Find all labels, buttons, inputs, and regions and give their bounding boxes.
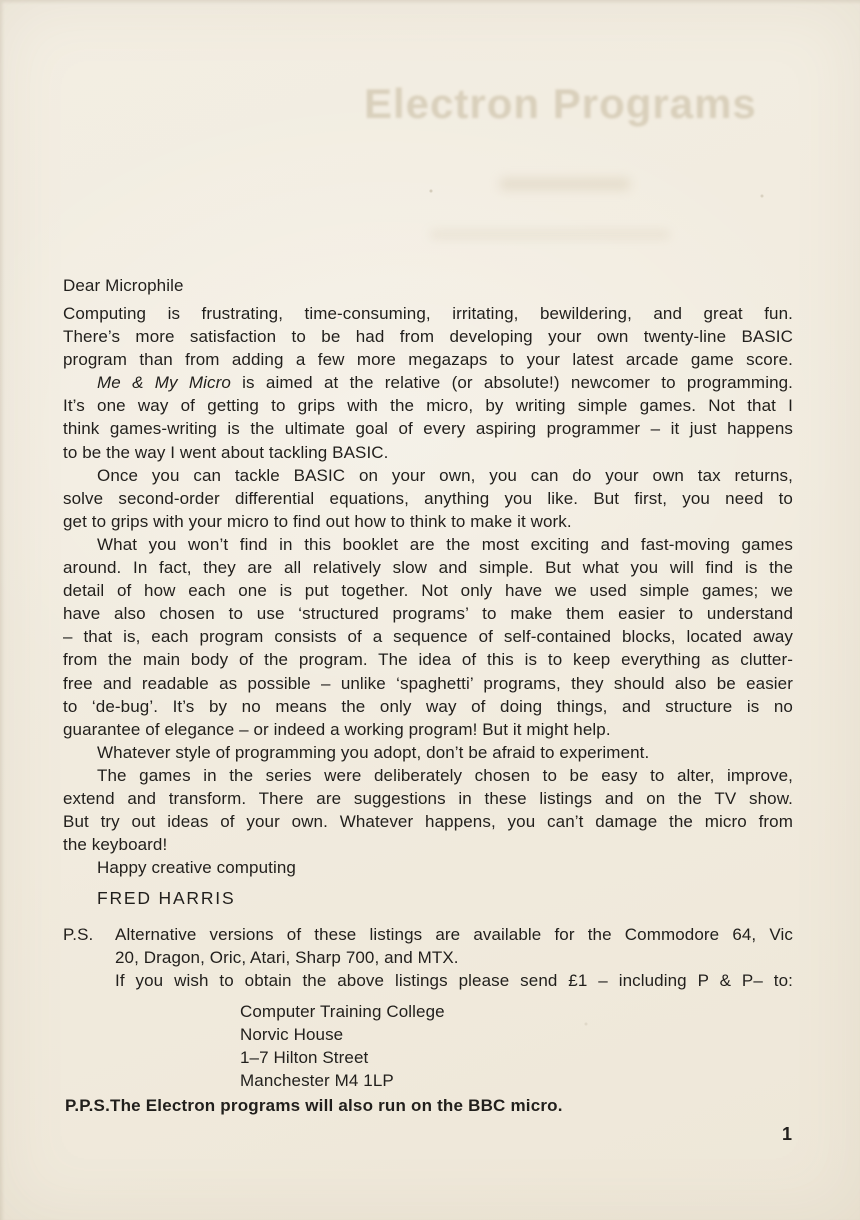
text-line: have also chosen to use ‘structured programs’ to make them easier to understand <box>63 604 793 624</box>
letter-closing: Happy creative computing <box>97 858 296 877</box>
paragraph <box>63 764 793 856</box>
text-line: the keyboard! <box>63 835 168 855</box>
address-line: Norvic House <box>240 1025 344 1045</box>
address-block <box>240 1000 445 1092</box>
paragraph <box>63 464 793 533</box>
text-line: guarantee of elegance – or indeed a working program! But it might help. <box>63 719 611 739</box>
text-line: Computing is frustrating, time-consuming, irritating, bewildering, and great fun. <box>63 304 793 323</box>
address-line: Computer Training College <box>240 1002 445 1021</box>
address-line: 1–7 Hilton Street <box>240 1048 369 1068</box>
page-number: 1 <box>782 1124 793 1144</box>
pps-line: P.P.S.The Electron programs will also run on the BBC micro. <box>65 1096 563 1115</box>
text-line: get to grips with your micro to find out how to think to make it work. <box>63 511 572 531</box>
text-line: If you wish to obtain the above listings please send £1 – including P & P– to: <box>115 971 793 991</box>
text-line: The games in the series were deliberately chosen to be easy to alter, improve, <box>97 765 793 785</box>
letter-salutation: Dear Microphile <box>63 276 184 295</box>
paragraph <box>63 371 793 463</box>
text-line: think games-writing is the ultimate goal of every aspiring programmer – it just happens <box>63 419 793 439</box>
text-line: free and readable as possible – unlike ‘spaghetti’ programs, they should also be easier <box>63 673 793 693</box>
text-line: Alternative versions of these listings are available for the Commodore 64, Vic <box>115 925 793 944</box>
text-line: Once you can tackle BASIC on your own, you can do your own tax returns, <box>97 465 793 485</box>
text-line: But try out ideas of your own. Whatever happens, you can’t damage the micro from <box>63 812 793 832</box>
postscript-text <box>115 923 793 992</box>
text-line: Me & My Micro is aimed at the relative (or absolute!) newcomer to programming. <box>97 373 793 393</box>
postscript-block <box>63 923 793 992</box>
paragraph <box>63 302 793 371</box>
ghost-show-through-artifact <box>430 230 670 239</box>
text-line: to be the way I went about tackling BASIC. <box>63 442 389 462</box>
text-line: What you won’t find in this booklet are the most exciting and fast-moving games <box>97 534 793 554</box>
text-line: – that is, each program consists of a sequence of self-contained blocks, located away <box>63 627 793 647</box>
text-line: There’s more satisfaction to be had from developing your own twenty-line BASIC <box>63 327 793 347</box>
ghost-show-through-title: Electron Programs <box>364 80 757 127</box>
paragraph <box>63 533 793 741</box>
letter-signature: FRED HARRIS <box>97 888 236 908</box>
ghost-show-through-artifact <box>500 178 630 190</box>
paragraph <box>63 741 793 764</box>
text-line: program than from adding a few more megazaps to your latest arcade game score. <box>63 350 793 370</box>
text-line: from the main body of the program. The idea of this is to keep everything as clutter- <box>63 650 793 670</box>
text-line: around. In fact, they are all relatively slow and simple. But what you will find is the <box>63 558 793 578</box>
text-line: Whatever style of programming you adopt, don’t be afraid to experiment. <box>97 742 650 762</box>
postscript-label: P.S. <box>63 925 94 944</box>
text-line: It’s one way of getting to grips with the micro, by writing simple games. Not that I <box>63 396 793 416</box>
letter-body <box>63 302 793 856</box>
text-line: extend and transform. There are suggestions in these listings and on the TV show. <box>63 788 793 808</box>
text-line: to ‘de-bug’. It’s by no means the only way of doing things, and structure is no <box>63 696 793 716</box>
address-line: Manchester M4 1LP <box>240 1071 394 1091</box>
text-line: solve second-order differential equations, anything you like. But first, you need to <box>63 488 793 508</box>
text-line: 20, Dragon, Oric, Atari, Sharp 700, and MTX. <box>115 948 459 968</box>
text-line: detail of how each one is put together. Not only have we used simple games; we <box>63 581 793 601</box>
